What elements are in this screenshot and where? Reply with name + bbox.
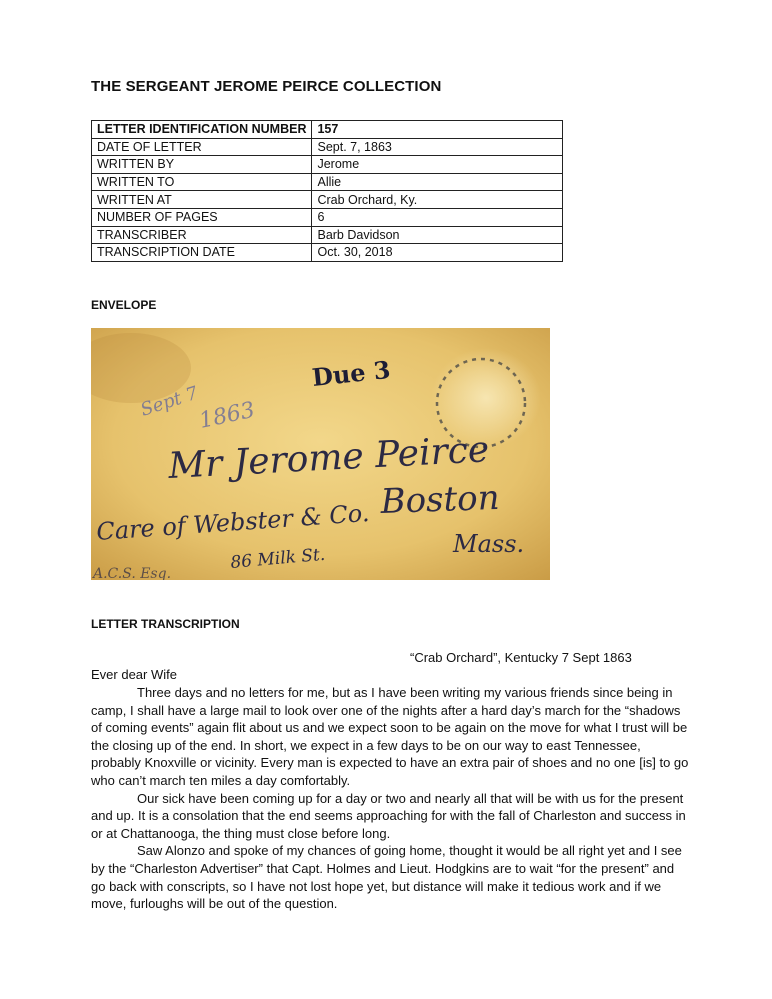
metadata-value: Sept. 7, 1863 (312, 138, 563, 156)
metadata-value: Jerome (312, 156, 563, 174)
metadata-label: TRANSCRIPTION DATE (92, 244, 312, 262)
metadata-row (92, 226, 563, 244)
metadata-row (92, 244, 563, 262)
date-note-2: 1863 (197, 397, 258, 434)
metadata-row (92, 173, 563, 191)
metadata-label: LETTER IDENTIFICATION NUMBER (92, 121, 312, 139)
envelope-image (91, 328, 550, 580)
transcription-heading: LETTER TRANSCRIPTION (91, 617, 240, 631)
metadata-value: Crab Orchard, Ky. (312, 191, 563, 209)
corner-note: A.C.S. Esq. (93, 566, 172, 580)
letter-salutation: Ever dear Wife (91, 667, 177, 682)
metadata-label: NUMBER OF PAGES (92, 208, 312, 226)
due-stamp: Due 3 (310, 354, 392, 392)
letter-paragraph: Our sick have been coming up for a day or two and nearly all that will be with us for the present and up. It is a consolation that the end seems approaching for with the fall of Charleston and success in or at Chattanooga, the thing must close before long. (91, 790, 686, 841)
care-of-note: Care of Webster & Co. (95, 498, 371, 546)
metadata-row (92, 208, 563, 226)
metadata-label: DATE OF LETTER (92, 138, 312, 156)
metadata-row (92, 191, 563, 209)
letter-metadata-table (91, 120, 563, 262)
letter-paragraph: Three days and no letters for me, but as I have been writing my various friends since being in camp, I shall have a large mail to look over one of the nights after a hard day’s march for the “shadows of coming events” again flit about us and we expect soon to be again on the move for what I trust will be the closing up of the end. In short, we expect in a few days to be on our way to east Tennessee, probably Knoxville or vicinity. Every man is expected to have an extra pair of shoes and no one [is] to go who can’t march ten miles a day comfortably. (91, 685, 689, 788)
metadata-row (92, 121, 563, 139)
document-title: THE SERGEANT JEROME PEIRCE COLLECTION (91, 78, 442, 95)
address-line-1: Mr Jerome Peirce (167, 429, 491, 487)
metadata-value: Allie (312, 173, 563, 191)
letter-body (91, 684, 691, 913)
metadata-value: Oct. 30, 2018 (312, 244, 563, 262)
envelope-photo (91, 328, 550, 580)
address-line-3: Mass. (453, 530, 525, 558)
metadata-value: Barb Davidson (312, 226, 563, 244)
letter-paragraph: Saw Alonzo and spoke of my chances of going home, thought it would be all right yet and I see by the “Charleston Advertiser” that Capt. Holmes and Lieut. Hodgkins are to wait “for the present” and go back with conscripts, so I have not lost hope yet, but distance will make it tedious work and if we move, furloughs will be out of the question. (91, 843, 682, 912)
metadata-label: WRITTEN AT (92, 191, 312, 209)
letter-dateline: “Crab Orchard”, Kentucky 7 Sept 1863 (410, 650, 632, 665)
metadata-label: TRANSCRIBER (92, 226, 312, 244)
metadata-label: WRITTEN BY (92, 156, 312, 174)
metadata-label: WRITTEN TO (92, 173, 312, 191)
metadata-row (92, 156, 563, 174)
date-note-1: Sept 7 (138, 382, 201, 421)
metadata-row (92, 138, 563, 156)
metadata-value: 6 (312, 208, 563, 226)
street-note: 86 Milk St. (229, 544, 326, 573)
address-line-2: Boston (379, 477, 501, 522)
metadata-value: 157 (312, 121, 563, 139)
envelope-heading: ENVELOPE (91, 298, 157, 312)
